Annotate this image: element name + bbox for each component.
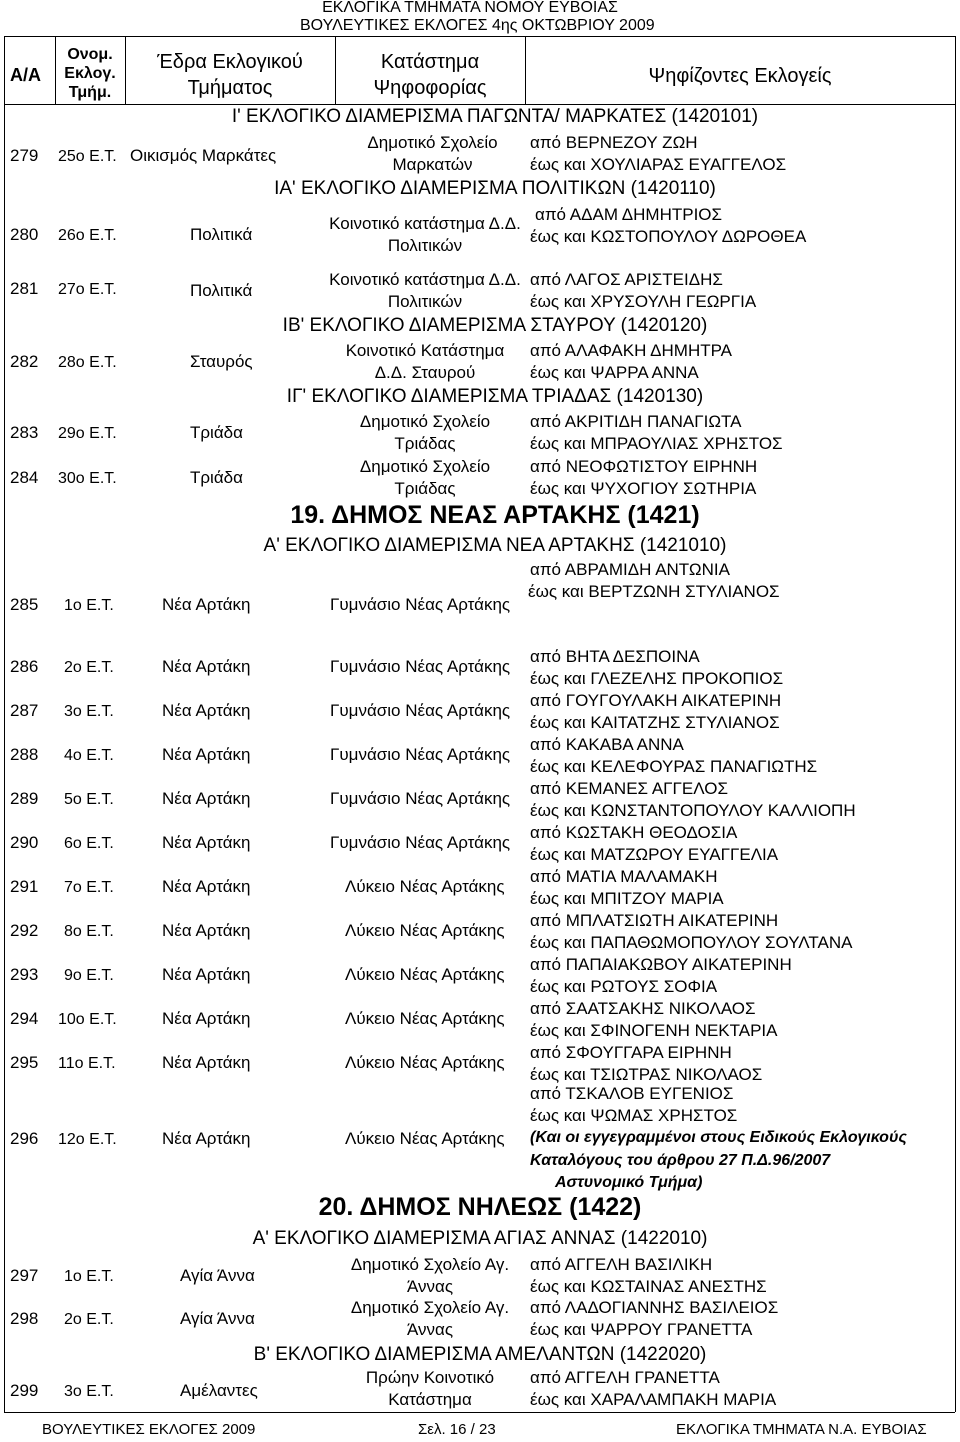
row-apo: από ΒΗΤΑ ΔΕΣΠΟΙΝΑ bbox=[530, 647, 700, 666]
row-eos: έως και ΨΑΡΡΑ ΑΝΝΑ bbox=[530, 363, 699, 382]
row-katastima-1: Γυμνάσιο Νέας Αρτάκης bbox=[330, 657, 511, 676]
table-left-border bbox=[4, 36, 5, 1412]
col-onom-3: Τμήμ. bbox=[68, 84, 112, 101]
footer-right: ΕΚΛΟΓΙΚΑ ΤΜΗΜΑΤΑ Ν.Α. ΕΥΒΟΙΑΣ bbox=[676, 1421, 927, 1438]
row-tmima: 2ο Ε.Τ. bbox=[64, 1311, 114, 1328]
row-katastima-1: Γυμνάσιο Νέας Αρτάκης bbox=[330, 833, 511, 852]
row-katastima-1: Δημοτικό Σχολείο bbox=[359, 412, 491, 431]
row-katastima-1: Λύκειο Νέας Αρτάκης bbox=[345, 965, 505, 984]
row-apo: από ΑΓΓΕΛΗ ΒΑΣΙΛΙΚΗ bbox=[530, 1255, 713, 1274]
row-edra: Σταυρός bbox=[190, 352, 253, 371]
row-tmima: 8ο Ε.Τ. bbox=[64, 923, 114, 940]
row-number: 286 bbox=[10, 657, 39, 676]
header-line-2: ΒΟΥΛΕΥΤΙΚΕΣ ΕΚΛΟΓΕΣ 4ης ΟΚΤΩΒΡΙΟΥ 2009 bbox=[300, 17, 655, 34]
section-heading: Α' ΕΚΛΟΓΙΚΟ ΔΙΑΜΕΡΙΣΜΑ ΑΓΙΑΣ ΑΝΝΑΣ (1422010) bbox=[252, 1228, 708, 1249]
row-tmima: 1ο Ε.Τ. bbox=[64, 597, 114, 614]
row-tmima: 30ο Ε.Τ. bbox=[58, 470, 117, 487]
row-number: 280 bbox=[10, 225, 39, 244]
row-number: 297 bbox=[10, 1266, 39, 1285]
row-number: 279 bbox=[10, 146, 39, 165]
row-katastima-2: Άννας bbox=[406, 1277, 454, 1296]
row-tmima: 2ο Ε.Τ. bbox=[64, 659, 114, 676]
row-edra: Τριάδα bbox=[190, 423, 243, 442]
row-apo: από ΠΑΠΑΙΑΚΩΒΟΥ ΑΙΚΑΤΕΡΙΝΗ bbox=[530, 955, 792, 974]
row-number: 289 bbox=[10, 789, 39, 808]
row-tmima: 3ο Ε.Τ. bbox=[64, 703, 114, 720]
footer-left: ΒΟΥΛΕΥΤΙΚΕΣ ΕΚΛΟΓΕΣ 2009 bbox=[42, 1421, 256, 1438]
row-tmima: 9ο Ε.Τ. bbox=[64, 967, 114, 984]
section-heading: Ι' ΕΚΛΟΓΙΚΟ ΔΙΑΜΕΡΙΣΜΑ ΠΑΓΩΝΤΑ/ ΜΑΡΚΑΤΕΣ (1420101) bbox=[231, 106, 759, 127]
row-number: 292 bbox=[10, 921, 39, 940]
row-edra: Τριάδα bbox=[190, 468, 243, 487]
row-edra: Πολιτικά bbox=[190, 225, 253, 244]
row-katastima-1: Πρώην Κοινοτικό bbox=[365, 1368, 495, 1387]
row-katastima-1: Λύκειο Νέας Αρτάκης bbox=[345, 921, 505, 940]
col-onom-2: Εκλογ. bbox=[64, 65, 116, 82]
row-katastima-2: Δ.Δ. Σταυρού bbox=[374, 363, 476, 382]
row-tmima: 28ο Ε.Τ. bbox=[58, 354, 117, 371]
row-apo: από ΚΑΚΑΒΑ ΑΝΝΑ bbox=[530, 735, 684, 754]
row-edra: Νέα Αρτάκη bbox=[162, 877, 251, 896]
row-number: 285 bbox=[10, 595, 39, 614]
row-apo: από ΓΟΥΓΟΥΛΑΚΗ ΑΙΚΑΤΕΡΙΝΗ bbox=[530, 691, 782, 710]
row-katastima-1: Κοινοτικό κατάστημα Δ.Δ. bbox=[329, 270, 521, 289]
row-number: 295 bbox=[10, 1053, 39, 1072]
row-eos: έως και ΜΑΤΖΩΡΟΥ ΕΥΑΓΓΕΛΙΑ bbox=[530, 845, 779, 864]
row-number: 298 bbox=[10, 1309, 39, 1328]
row-eos: έως και ΣΦΙΝΟΓΕΝΗ ΝΕΚΤΑΡΙΑ bbox=[530, 1021, 778, 1040]
row-tmima: 5ο Ε.Τ. bbox=[64, 791, 114, 808]
municipality-heading: 20. ΔΗΜΟΣ ΝΗΛΕΩΣ (1422) bbox=[318, 1193, 642, 1221]
row-katastima-1: Δημοτικό Σχολείο bbox=[367, 133, 498, 152]
row-eos: έως και ΓΛΕΖΕΛΗΣ ΠΡΟΚΟΠΙΟΣ bbox=[530, 669, 784, 688]
row-eos: έως και ΨΑΡΡΟΥ ΓΡΑΝΕΤΤΑ bbox=[530, 1320, 753, 1339]
row-number: 284 bbox=[10, 468, 39, 487]
row-edra: Οικισμός Μαρκάτες bbox=[130, 146, 277, 165]
row-edra: Νέα Αρτάκη bbox=[162, 1053, 251, 1072]
row-number: 283 bbox=[10, 423, 39, 442]
row-katastima-1: Δημοτικό Σχολείο Αγ. bbox=[350, 1298, 510, 1317]
row-katastima-1: Κοινοτικό κατάστημα Δ.Δ. bbox=[329, 214, 521, 233]
row-katastima-2: Μαρκατών bbox=[392, 155, 473, 174]
row-edra: Νέα Αρτάκη bbox=[162, 921, 251, 940]
row-apo: από ΜΠΛΑΤΣΙΩΤΗ ΑΙΚΑΤΕΡΙΝΗ bbox=[530, 911, 779, 930]
row-tmima: 29ο Ε.Τ. bbox=[58, 425, 117, 442]
section-heading: Α' ΕΚΛΟΓΙΚΟ ΔΙΑΜΕΡΙΣΜΑ ΝΕΑ ΑΡΤΑΚΗΣ (1421010) bbox=[263, 535, 727, 556]
section-heading: ΙΓ' ΕΚΛΟΓΙΚΟ ΔΙΑΜΕΡΙΣΜΑ ΤΡΙΑΔΑΣ (1420130) bbox=[286, 386, 704, 407]
row-apo: από ΒΕΡΝΕΖΟΥ ΖΩΗ bbox=[530, 133, 698, 152]
row-apo: από ΤΣΚΑΛΟΒ ΕΥΓΕΝΙΟΣ bbox=[530, 1084, 734, 1103]
row-katastima-1: Λύκειο Νέας Αρτάκης bbox=[345, 877, 505, 896]
row-edra: Αγία Άννα bbox=[180, 1266, 255, 1285]
row-apo: από ΝΕΟΦΩΤΙΣΤΟΥ ΕΙΡΗΝΗ bbox=[530, 457, 758, 476]
section-heading: ΙΒ' ΕΚΛΟΓΙΚΟ ΔΙΑΜΕΡΙΣΜΑ ΣΤΑΥΡΟΥ (1420120) bbox=[282, 315, 708, 336]
row-apo: από ΚΩΣΤΑΚΗ ΘΕΟΔΟΣΙΑ bbox=[530, 823, 738, 842]
municipality-heading: 19. ΔΗΜΟΣ ΝΕΑΣ ΑΡΤΑΚΗΣ (1421) bbox=[290, 501, 700, 529]
row-katastima-2: Πολιτικών bbox=[387, 292, 463, 311]
row-number: 296 bbox=[10, 1129, 39, 1148]
row-eos: έως και ΧΟΥΛΙΑΡΑΣ ΕΥΑΓΓΕΛΟΣ bbox=[530, 155, 787, 174]
col-onom-1: Ονομ. bbox=[67, 46, 113, 63]
row-katastima-1: Λύκειο Νέας Αρτάκης bbox=[345, 1053, 505, 1072]
col-katastima-1: Κατάστημα bbox=[380, 51, 480, 73]
row-katastima-1: Δημοτικό Σχολείο bbox=[359, 457, 491, 476]
row-tmima: 27ο Ε.Τ. bbox=[58, 281, 117, 298]
row-eos: έως και ΚΩΣΤΟΠΟΥΛΟΥ ΔΩΡΟΘΕΑ bbox=[530, 227, 807, 246]
row-apo: από ΜΑΤΙΑ ΜΑΛΑΜΑΚΗ bbox=[530, 867, 718, 886]
row-eos: έως και ΧΑΡΑΛΑΜΠΑΚΗ ΜΑΡΙΑ bbox=[530, 1390, 777, 1409]
special-lists-note-3: Αστυνομικό Τμήμα) bbox=[555, 1174, 703, 1191]
row-number: 287 bbox=[10, 701, 39, 720]
row-katastima-1: Γυμνάσιο Νέας Αρτάκης bbox=[330, 595, 511, 614]
row-tmima: 4ο Ε.Τ. bbox=[64, 747, 114, 764]
row-apo: από ΑΒΡΑΜΙΔΗ ΑΝΤΩΝΙΑ bbox=[530, 560, 730, 579]
row-tmima: 11ο Ε.Τ. bbox=[58, 1055, 116, 1072]
row-apo: από ΑΛΑΦΑΚΗ ΔΗΜΗΤΡΑ bbox=[530, 341, 733, 360]
header-row-divider bbox=[4, 104, 955, 105]
row-number: 299 bbox=[10, 1381, 39, 1400]
footer-page-number: Σελ. 16 / 23 bbox=[418, 1421, 496, 1438]
row-tmima: 12ο Ε.Τ. bbox=[58, 1131, 117, 1148]
row-tmima: 26ο Ε.Τ. bbox=[58, 227, 117, 244]
col-psifizontes: Ψηφίζοντες Εκλογείς bbox=[648, 65, 832, 87]
row-number: 288 bbox=[10, 745, 39, 764]
row-number: 294 bbox=[10, 1009, 39, 1028]
row-number: 291 bbox=[10, 877, 39, 896]
row-eos: έως και ΡΩΤΟΥΣ ΣΟΦΙΑ bbox=[530, 977, 718, 996]
special-lists-note-2: Καταλόγους του άρθρου 27 Π.Δ.96/2007 bbox=[530, 1152, 831, 1169]
row-edra: Νέα Αρτάκη bbox=[162, 657, 251, 676]
row-edra: Αγία Άννα bbox=[180, 1309, 255, 1328]
row-edra: Νέα Αρτάκη bbox=[162, 701, 251, 720]
row-eos: έως και ΤΣΙΩΤΡΑΣ ΝΙΚΟΛΑΟΣ bbox=[530, 1065, 763, 1084]
table-bottom-border bbox=[4, 1412, 955, 1413]
col-katastima-2: Ψηφοφορίας bbox=[373, 77, 487, 99]
row-eos: έως και ΚΩΝΣΤΑΝΤΟΠΟΥΛΟΥ ΚΑΛΛΙΟΠΗ bbox=[530, 801, 856, 820]
row-eos: έως και ΚΩΣΤΑΙΝΑΣ ΑΝΕΣΤΗΣ bbox=[530, 1277, 767, 1296]
row-katastima-1: Γυμνάσιο Νέας Αρτάκης bbox=[330, 745, 511, 764]
section-heading: Β' ΕΚΛΟΓΙΚΟ ΔΙΑΜΕΡΙΣΜΑ ΑΜΕΛΑΝΤΩΝ (1422020) bbox=[253, 1344, 707, 1365]
special-lists-note-1: (Και οι εγγεγραμμένοι στους Ειδικούς Εκλογικούς bbox=[530, 1129, 907, 1146]
row-katastima-2: Κατάστημα bbox=[388, 1390, 472, 1409]
row-edra: Νέα Αρτάκη bbox=[162, 833, 251, 852]
row-number: 282 bbox=[10, 352, 39, 371]
row-tmima: 7ο Ε.Τ. bbox=[64, 879, 114, 896]
row-apo: από ΚΕΜΑΝΕΣ ΑΓΓΕΛΟΣ bbox=[530, 779, 728, 798]
row-eos: έως και ΚΕΛΕΦΟΥΡΑΣ ΠΑΝΑΓΙΩΤΗΣ bbox=[530, 757, 818, 776]
row-katastima-1: Λύκειο Νέας Αρτάκης bbox=[345, 1009, 505, 1028]
row-edra: Αμέλαντες bbox=[180, 1381, 258, 1400]
header-line-1: ΕΚΛΟΓΙΚΑ ΤΜΗΜΑΤΑ ΝΟΜΟΥ ΕΥΒΟΙΑΣ bbox=[322, 0, 618, 16]
row-katastima-2: Πολιτικών bbox=[387, 236, 463, 255]
row-katastima-1: Κοινοτικό Κατάστημα bbox=[345, 341, 505, 360]
row-katastima-2: Τριάδας bbox=[394, 479, 456, 498]
row-tmima: 25ο Ε.Τ. bbox=[58, 148, 117, 165]
section-heading: ΙΑ' ΕΚΛΟΓΙΚΟ ΔΙΑΜΕΡΙΣΜΑ ΠΟΛΙΤΙΚΩΝ (1420110) bbox=[274, 178, 716, 199]
row-tmima: 10ο Ε.Τ. bbox=[58, 1011, 117, 1028]
table-top-border bbox=[4, 36, 955, 37]
row-eos: έως και ΜΠΙΤΖΟΥ ΜΑΡΙΑ bbox=[530, 889, 724, 908]
row-katastima-1: Γυμνάσιο Νέας Αρτάκης bbox=[330, 789, 511, 808]
row-eos: έως και ΧΡΥΣΟΥΛΗ ΓΕΩΡΓΙΑ bbox=[530, 292, 757, 311]
row-edra: Νέα Αρτάκη bbox=[162, 745, 251, 764]
row-number: 290 bbox=[10, 833, 39, 852]
col-aa: Α/Α bbox=[10, 65, 41, 85]
row-katastima-2: Άννας bbox=[406, 1320, 454, 1339]
row-edra: Νέα Αρτάκη bbox=[162, 965, 251, 984]
row-katastima-1: Γυμνάσιο Νέας Αρτάκης bbox=[330, 701, 511, 720]
row-apo: από ΑΚΡΙΤΙΔΗ ΠΑΝΑΓΙΩΤΑ bbox=[530, 412, 742, 431]
row-apo: από ΑΓΓΕΛΗ ΓΡΑΝΕΤΤΑ bbox=[530, 1368, 720, 1387]
row-katastima-1: Δημοτικό Σχολείο Αγ. bbox=[350, 1255, 510, 1274]
row-tmima: 3ο Ε.Τ. bbox=[64, 1383, 114, 1400]
row-tmima: 6ο Ε.Τ. bbox=[64, 835, 114, 852]
row-eos: έως και ΚΑΙΤΑΤΖΗΣ ΣΤΥΛΙΑΝΟΣ bbox=[530, 713, 780, 732]
row-apo: από ΛΑΔΟΓΙΑΝΝΗΣ ΒΑΣΙΛΕΙΟΣ bbox=[530, 1298, 779, 1317]
col-edra-1: Έδρα Εκλογικού bbox=[157, 51, 303, 73]
row-eos: έως και ΨΥΧΟΓΙΟΥ ΣΩΤΗΡΙΑ bbox=[530, 479, 757, 498]
row-eos: έως και ΒΕΡΤΖΩΝΗ ΣΤΥΛΙΑΝΟΣ bbox=[528, 582, 780, 601]
row-apo: από ΛΑΓΟΣ ΑΡΙΣΤΕΙΔΗΣ bbox=[530, 270, 723, 289]
row-edra: Νέα Αρτάκη bbox=[162, 1009, 251, 1028]
row-edra: Νέα Αρτάκη bbox=[162, 789, 251, 808]
row-edra: Νέα Αρτάκη bbox=[162, 1129, 251, 1148]
row-katastima-1: Λύκειο Νέας Αρτάκης bbox=[345, 1129, 505, 1148]
row-edra: Πολιτικά bbox=[190, 281, 253, 300]
table-right-border bbox=[955, 36, 956, 1412]
row-apo: από ΣΑΑΤΣΑΚΗΣ ΝΙΚΟΛΑΟΣ bbox=[530, 999, 756, 1018]
row-eos: έως και ΠΑΠΑΘΩΜΟΠΟΥΛΟΥ ΣΟΥΛΤΑΝΑ bbox=[530, 933, 853, 952]
row-apo: από ΣΦΟΥΓΓΑΡΑ ΕΙΡΗΝΗ bbox=[530, 1043, 732, 1062]
row-eos: έως και ΜΠΡΑΟΥΛΙΑΣ ΧΡΗΣΤΟΣ bbox=[530, 434, 783, 453]
col-edra-2: Τμήματος bbox=[187, 77, 273, 99]
row-edra: Νέα Αρτάκη bbox=[162, 595, 251, 614]
row-apo: από ΑΔΑΜ ΔΗΜΗΤΡΙΟΣ bbox=[535, 205, 723, 224]
row-number: 281 bbox=[10, 279, 39, 298]
row-katastima-2: Τριάδας bbox=[394, 434, 456, 453]
row-number: 293 bbox=[10, 965, 39, 984]
row-tmima: 1ο Ε.Τ. bbox=[64, 1268, 114, 1285]
row-eos: έως και ΨΩΜΑΣ ΧΡΗΣΤΟΣ bbox=[530, 1106, 738, 1125]
